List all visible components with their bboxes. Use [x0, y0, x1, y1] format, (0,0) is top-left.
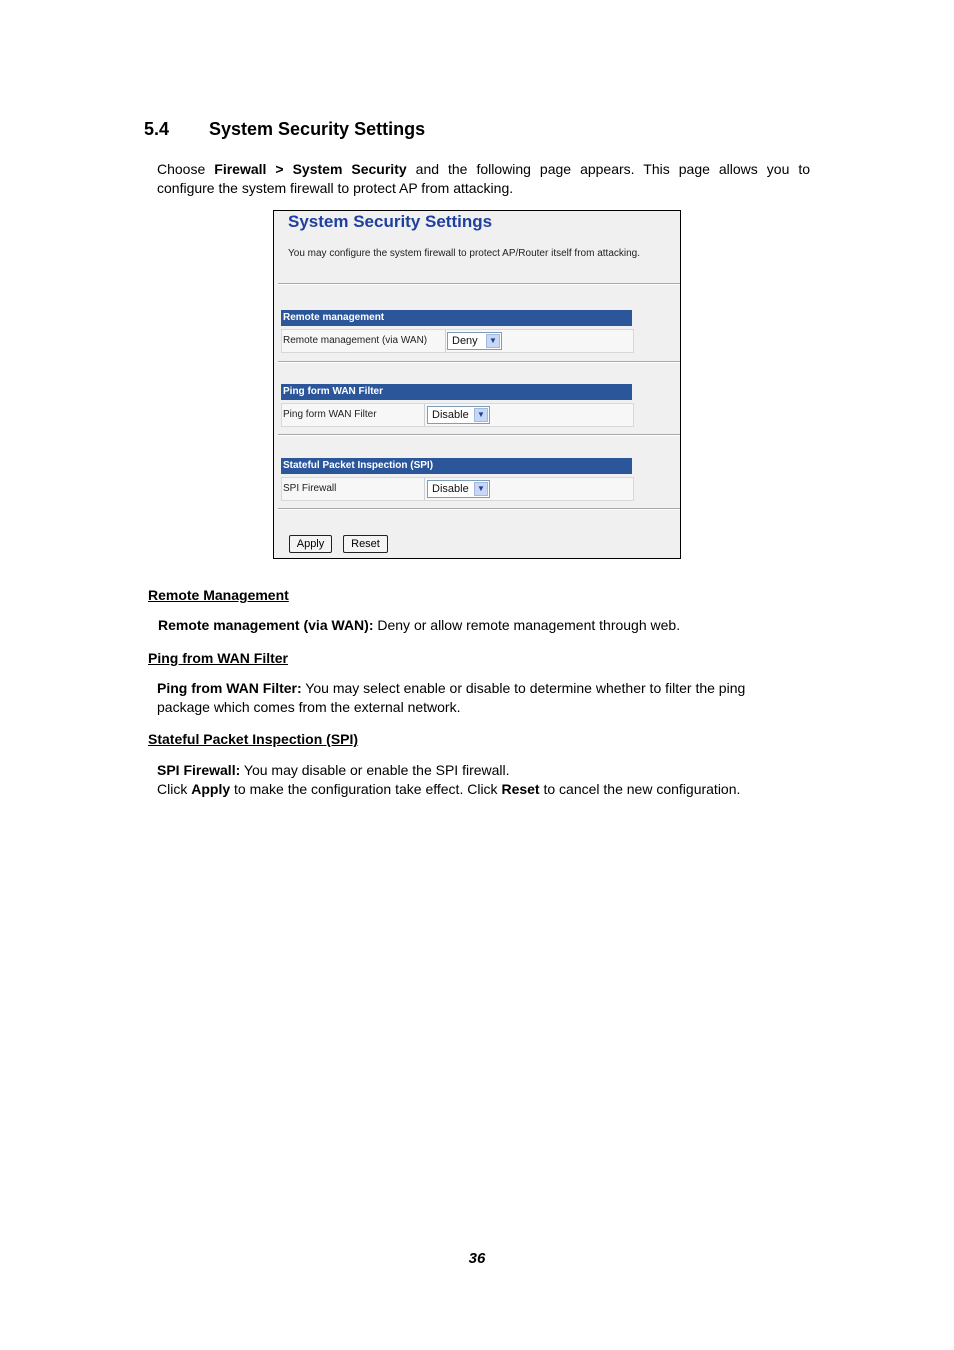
click-word: Click — [157, 781, 192, 797]
apply-word: Apply — [191, 781, 231, 797]
ping-filter-value: Disable — [432, 409, 469, 421]
intro-system-security: System Security — [292, 161, 407, 177]
divider — [278, 434, 680, 436]
spi-row — [281, 477, 634, 501]
ping-filter-text: You may select enable or disable to determine whether to filter the ping package which comes from the external network. — [157, 680, 746, 715]
page-number: 36 — [468, 1250, 486, 1267]
chevron-down-icon[interactable]: ▼ — [474, 408, 488, 422]
screenshot-title: System Security Settings — [288, 212, 493, 231]
reset-button[interactable]: Reset — [343, 535, 388, 553]
chevron-down-icon[interactable]: ▼ — [474, 482, 488, 496]
spi-firewall-select[interactable] — [427, 480, 490, 498]
spi-text: You may disable or enable the SPI firewall. — [240, 762, 510, 778]
spi-firewall-value: Disable — [432, 483, 469, 495]
divider — [278, 283, 680, 285]
section-heading — [144, 119, 425, 140]
ping-filter-header: Ping form WAN Filter — [281, 384, 632, 400]
ping-filter-term: Ping from WAN Filter: — [157, 680, 302, 696]
remote-management-heading: Remote Management — [148, 587, 289, 603]
spi-heading: Stateful Packet Inspection (SPI) — [148, 731, 359, 747]
ping-filter-select[interactable] — [427, 406, 490, 424]
remote-management-label: Remote management (via WAN) — [282, 330, 446, 352]
screenshot-description: You may configure the system firewall to protect AP/Router itself from attacking. — [288, 248, 641, 259]
chevron-down-icon[interactable]: ▼ — [486, 334, 500, 348]
ping-filter-row — [281, 403, 634, 427]
divider — [278, 508, 680, 510]
divider — [278, 361, 680, 363]
spi-line-1 — [157, 761, 837, 780]
intro-separator: > — [275, 161, 284, 177]
intro-paragraph — [157, 160, 810, 198]
ping-filter-heading: Ping from WAN Filter — [148, 650, 288, 666]
spi-firewall-label: SPI Firewall — [282, 478, 425, 500]
reset-word: Reset — [501, 781, 540, 797]
intro-line-1 — [157, 160, 810, 179]
spi-header: Stateful Packet Inspection (SPI) — [281, 458, 632, 474]
ping-filter-label: Ping form WAN Filter — [282, 404, 425, 426]
apply-button[interactable]: Apply — [289, 535, 332, 553]
spi-term: SPI Firewall: — [157, 762, 241, 778]
remote-management-select[interactable] — [447, 332, 502, 350]
remote-management-paragraph — [158, 616, 798, 635]
intro-rest: and the following page appears. This page allows you to — [415, 161, 811, 177]
spi-line-2 — [157, 780, 837, 799]
remote-management-row — [281, 329, 634, 353]
remote-management-value: Deny — [452, 335, 478, 347]
spi-paragraph — [157, 761, 837, 799]
remote-management-text: Deny or allow remote management through web. — [373, 617, 681, 633]
intro-choose: Choose — [157, 161, 206, 177]
end-text: to cancel the new configuration. — [539, 781, 741, 797]
remote-management-term: Remote management (via WAN): — [158, 617, 374, 633]
mid-text: to make the configuration take effect. Click — [230, 781, 502, 797]
intro-line-2: configure the system firewall to protect AP from attacking. — [157, 180, 514, 196]
section-title: System Security Settings — [209, 119, 426, 139]
remote-management-header: Remote management — [281, 310, 632, 326]
screenshot-frame — [273, 210, 681, 559]
ping-filter-paragraph — [157, 679, 777, 717]
section-number: 5.4 — [144, 119, 170, 139]
intro-firewall: Firewall — [214, 161, 267, 177]
